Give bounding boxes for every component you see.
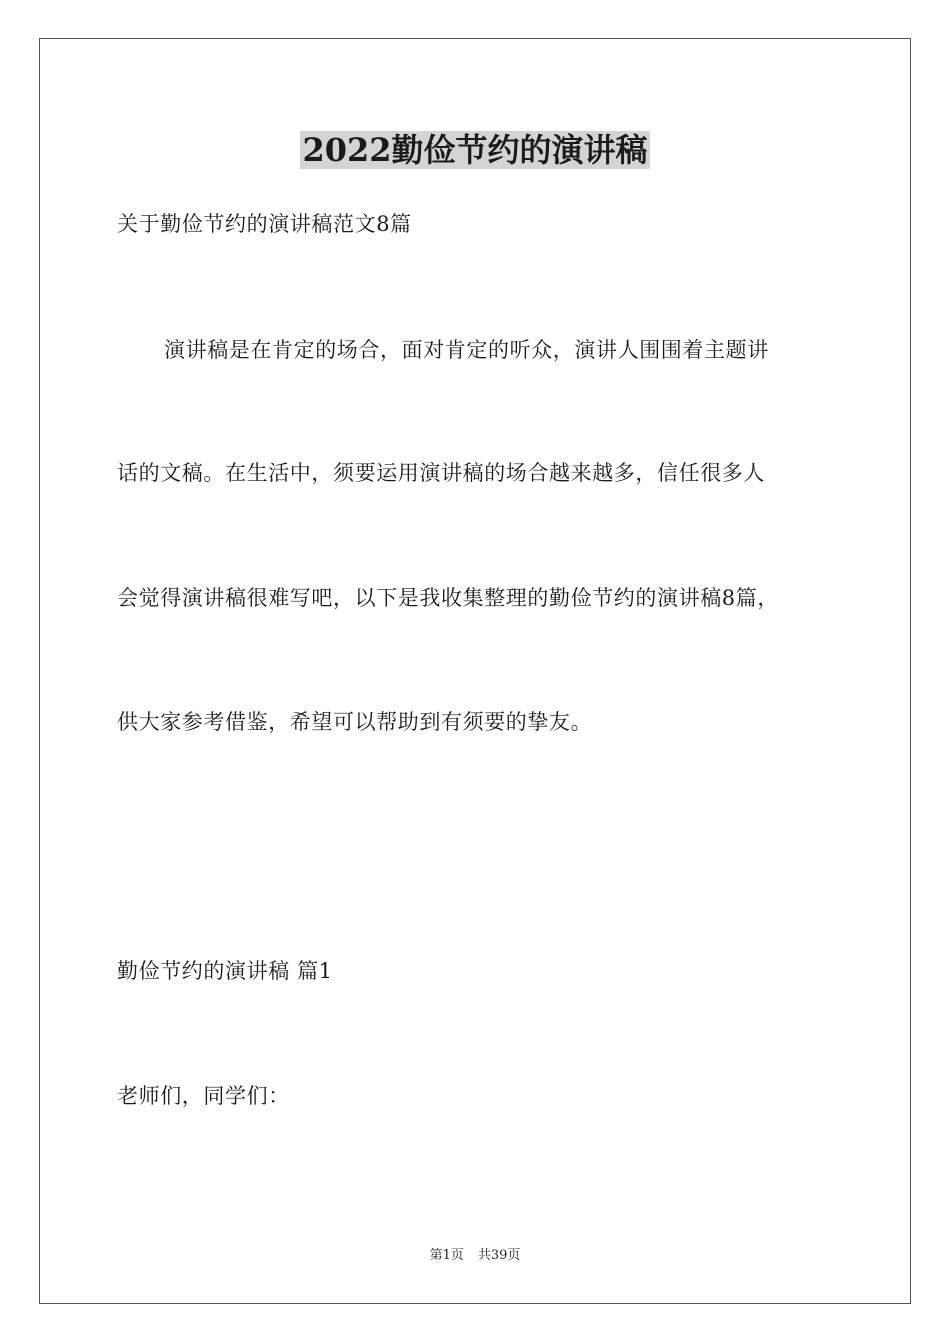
- intro-line-3: 会觉得演讲稿很难写吧，以下是我收集整理的勤俭节约的演讲稿8篇，: [117, 586, 779, 610]
- section-heading: 勤俭节约的演讲稿 篇1: [117, 959, 333, 983]
- page-footer: [0, 1247, 950, 1265]
- intro-line-4: 供大家参考借鉴，希望可以帮助到有须要的挚友。: [117, 710, 593, 734]
- page-total-label: 共39页: [477, 1248, 521, 1263]
- document-subtitle: 关于勤俭节约的演讲稿范文8篇: [117, 212, 412, 236]
- intro-line-2: 话的文稿。在生活中，须要运用演讲稿的场合越来越多，信任很多人: [117, 461, 765, 485]
- salutation: 老师们，同学们：: [117, 1084, 290, 1108]
- intro-line-1: 演讲稿是在肯定的场合，面对肯定的听众，演讲人围围着主题讲: [164, 338, 769, 362]
- document-title: [0, 128, 950, 172]
- page-number-label: 第1页: [429, 1248, 464, 1263]
- document-title-text: 2022勤俭节约的演讲稿: [302, 131, 648, 169]
